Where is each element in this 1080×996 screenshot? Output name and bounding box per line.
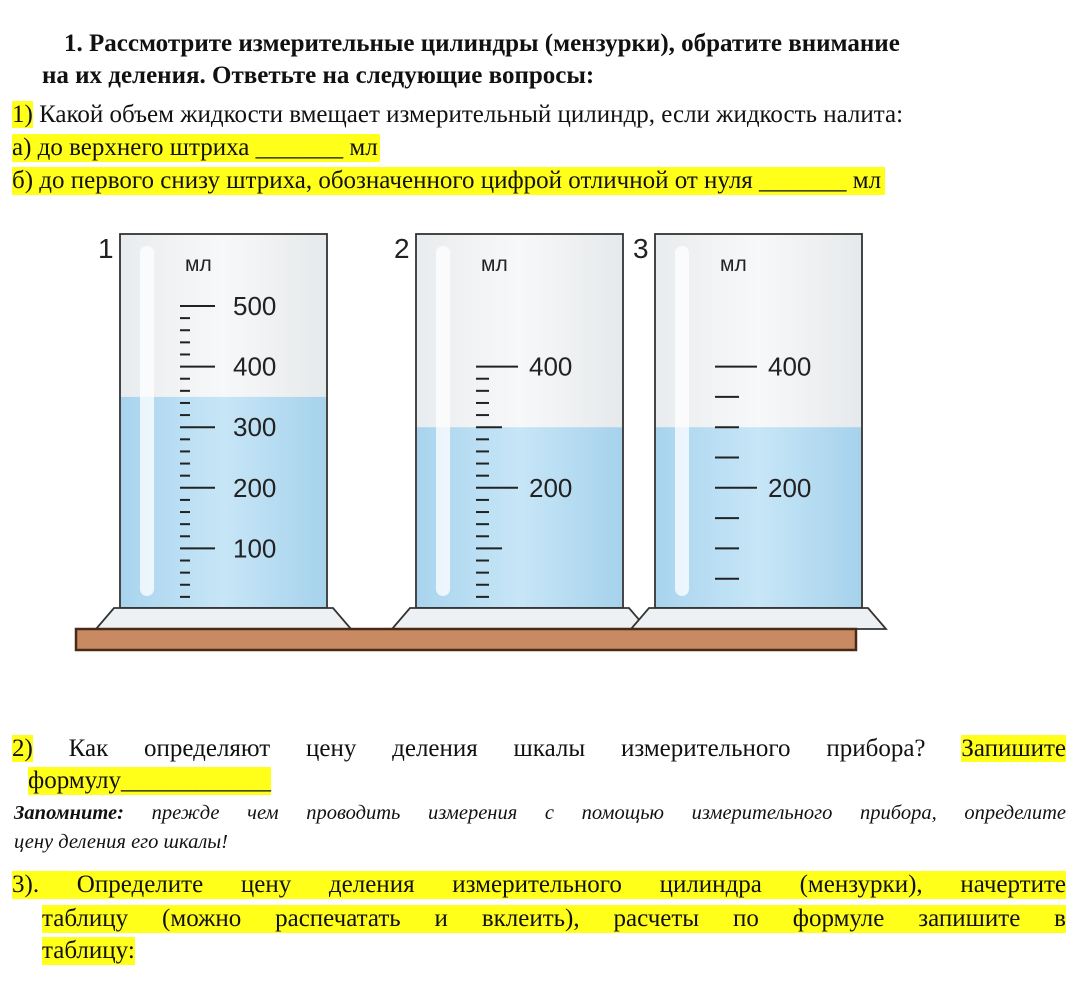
cylinder-number: 2 xyxy=(394,233,410,264)
question-2-number: 2) xyxy=(12,735,33,762)
glass-highlight xyxy=(140,246,154,596)
task-title-line-1: 1. Рассмотрите измерительные цилиндры (мензурки), обратите внимание xyxy=(64,30,900,57)
note-line-2: цену деления его шкалы! xyxy=(14,831,229,853)
unit-label: мл xyxy=(481,253,508,276)
scale-label-300: 300 xyxy=(233,412,277,443)
glass-highlight xyxy=(675,246,689,596)
question-3-line-2: таблицу (можно распечатать и вклеить), расчеты по формуле запишите в xyxy=(42,905,1066,932)
cylinder-3 xyxy=(631,233,886,629)
scale-label-400: 400 xyxy=(233,351,277,382)
question-1b: б) до первого снизу штриха, обозначенного цифрой отличной от нуля _______ мл xyxy=(12,167,885,195)
question-3-line-1: 3). Определите цену деления измерительного цилиндра (мензурки), начертите xyxy=(12,871,1066,898)
cylinder-number: 3 xyxy=(633,233,649,264)
measuring-cylinders-figure xyxy=(0,220,1080,660)
question-1-number: 1) xyxy=(12,101,33,128)
question-1-text: Какой объем жидкости вмещает измерительный цилиндр, если жидкость налита: xyxy=(32,101,904,128)
question-3-line-3: таблицу: xyxy=(42,937,135,964)
cylinder-base xyxy=(631,608,886,629)
note-line-1 xyxy=(14,802,1066,825)
scale-label-200: 200 xyxy=(529,472,573,503)
question-2-text: Как определяют цену деления шкалы измерительного прибора? xyxy=(68,735,926,762)
scale-label-400: 400 xyxy=(768,351,812,382)
unit-label: мл xyxy=(720,253,747,276)
shelf xyxy=(76,629,856,650)
scale-label-400: 400 xyxy=(529,351,573,382)
scale-label-500: 500 xyxy=(233,291,277,321)
scale-label-100: 100 xyxy=(233,533,277,564)
question-1 xyxy=(12,101,903,129)
task-title-line-2: на их деления. Ответьте на следующие вопросы: xyxy=(42,62,595,89)
cylinder-base xyxy=(96,608,351,629)
unit-label: мл xyxy=(185,253,212,276)
note-label: Запомните: xyxy=(14,802,124,824)
cylinder-number: 1 xyxy=(98,233,114,264)
cylinder-1 xyxy=(96,233,351,629)
question-2-write: Запишите xyxy=(961,735,1067,762)
question-2-line-1 xyxy=(12,735,1066,763)
scale-label-200: 200 xyxy=(768,472,812,503)
question-2-line-2: формулу____________ xyxy=(28,767,272,794)
cylinder-2 xyxy=(392,233,647,629)
note-text: прежде чем проводить измерения с помощью измерительного прибора, определите xyxy=(123,802,1066,824)
scale-label-200: 200 xyxy=(233,472,277,503)
glass-highlight xyxy=(436,246,450,596)
cylinder-base xyxy=(392,608,647,629)
question-1a: а) до верхнего штриха _______ мл xyxy=(12,134,378,161)
